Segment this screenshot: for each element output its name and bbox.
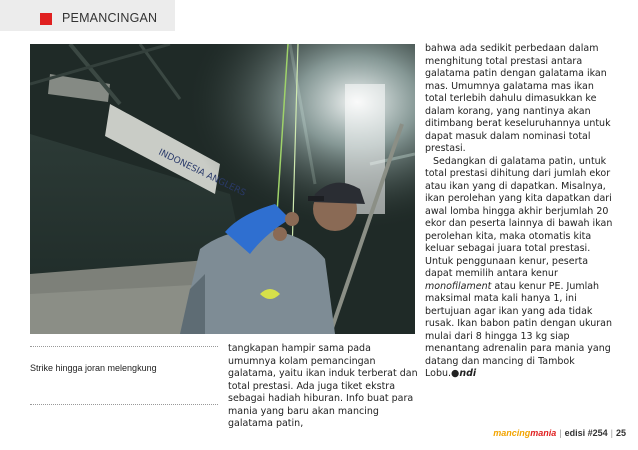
italic-term: monofilament xyxy=(425,280,492,292)
article-column-right xyxy=(425,43,615,381)
edition-label: edisi #254 xyxy=(564,428,608,438)
paragraph xyxy=(425,256,615,381)
article-photo xyxy=(30,44,415,334)
author-signature: ndi xyxy=(459,368,477,379)
paragraph: tangkapan hampir sama pada umumnya kolam pemancingan galatama, yaitu ikan induk terberat dan total prestasi. Ada juga tiket ekstra sebagai hadiah hiburan. Info buat para mania yang baru akan mancing galatama patin, xyxy=(228,343,418,429)
paragraph-text: atau kenur PE. Jumlah maksimal mata kali hanya 1, ini bertujuan agar ikan yang ada tidak rusak. Ikan babon patin dengan ukuran mulai dari 8 hingga 13 kg siap menantang adrenalin para mania yang datang dan mancing di Tambok Lobu. xyxy=(425,280,613,379)
article-column-left xyxy=(228,343,420,431)
brand-part-1: mancing xyxy=(493,428,531,438)
paragraph: bahwa ada sedikit perbedaan dalam menghitung total prestasi antara galatama patin dengan galatama ikan mas. Umumnya galatama mas ikan total terlebih dahulu dimasukkan ke dalam korang, yang nantinya akan ditimbang berat keseluruhannya untuk dapat masuk dalam nominasi total prestasi. xyxy=(425,43,611,154)
magazine-brand xyxy=(493,428,556,438)
photo-caption: Strike hingga joran melengkung xyxy=(30,363,157,373)
footer-separator: | xyxy=(559,428,562,438)
end-mark-icon: ● xyxy=(451,368,460,379)
caption-rule-bottom xyxy=(30,404,218,405)
caption-rule-top xyxy=(30,346,218,347)
page-number: 25 xyxy=(615,428,626,438)
brand-part-2: mania xyxy=(530,428,557,438)
page-footer xyxy=(493,428,626,438)
section-title: PEMANCINGAN xyxy=(62,11,158,25)
paragraph-text: Untuk penggunaan kenur, peserta dapat memilih antara kenur xyxy=(425,255,589,279)
footer-separator: | xyxy=(610,428,613,438)
paragraph: Sedangkan di galatama patin, untuk total prestasi dihitung dari jumlah ekor atau ikan yang di dapatkan. Misalnya, ikan perolehan yang kita dapatkan dari awal lomba hingga akhir berjumlah 20 ekor dan peserta lainnya di bawah ikan perolehan kita, maka otomatis kita keluar sebagai juara total prestasi. xyxy=(425,155,613,254)
section-marker xyxy=(40,13,52,25)
section-header xyxy=(0,0,175,31)
